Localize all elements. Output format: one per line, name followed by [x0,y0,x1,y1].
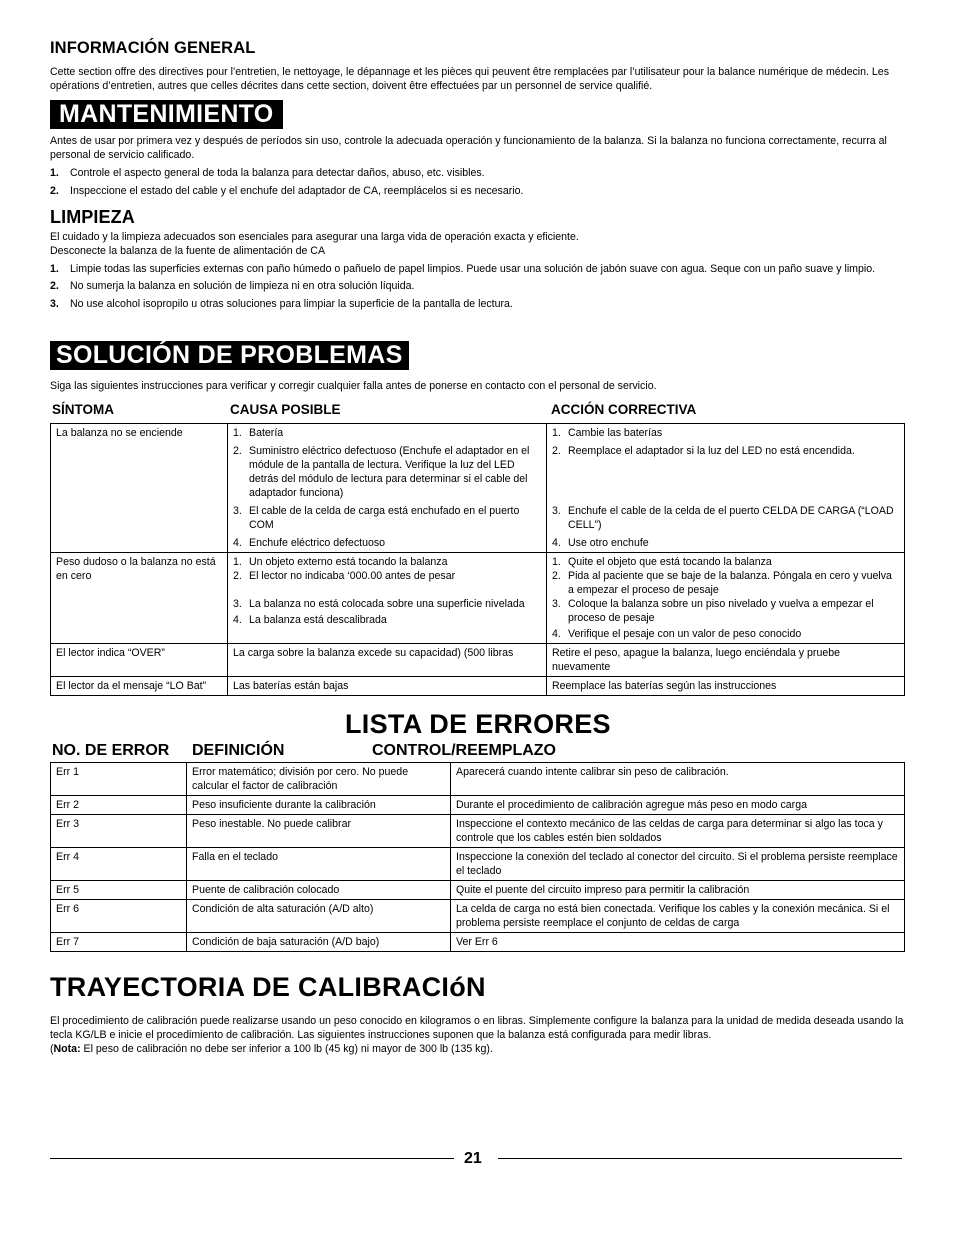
maintenance-step: 1. Controle el aspecto general de toda la balanza para detectar daños, abuso, etc. visibles. [50,167,485,179]
error-control: Ver Err 6 [451,933,905,952]
footer-rule-left [50,1158,454,1159]
calibration-heading: TRAYECTORIA DE CALIBRACIóN [50,972,486,1002]
maintenance-heading: MANTENIMIENTO [50,100,283,129]
cause-cell: Las baterías están bajas [228,677,547,696]
symptom-cell: La balanza no se enciende [51,424,228,553]
action-cell: 1. Cambie las baterías 2. Reemplace el adaptador si la luz del LED no está encendida. 3. Enchufe el cable de la celda de el puerto CELDA DE CARGA (“LOAD CELL”) 4. Use otro enchufe [547,424,905,553]
error-code: Err 7 [51,933,187,952]
symptom-cell: El lector indica “OVER” [51,644,228,677]
error-definition: Puente de calibración colocado [187,881,451,900]
error-control: Inspeccione el contexto mecánico de las celdas de carga para determinar si algo las toca y controle que los cables estén bien soldados [451,815,905,848]
error-control: Quite el puente del circuito impreso para permitir la calibración [451,881,905,900]
cause-cell: 1. Batería 2. Suministro eléctrico defectuoso (Enchufe el adaptador en el módule de la pantalla de lectura. Verifique la luz del LED detrás del módulo de lectura para determinar si el cable del adaptador funciona) 3. El cable de la celda de carga está enchufado en el puerto COM 4. Enchufe eléctrico defectuoso [228,424,547,553]
errors-column-headers [50,742,904,762]
cleaning-step: 2. No sumerja la balanza en solución de limpieza ni en otra solución líquida. [50,280,415,292]
troubleshooting-banner-wrap [50,341,904,370]
troubleshooting-table [50,423,905,696]
table-row [51,881,905,900]
col-control: CONTROL/REEMPLAZO [372,742,556,759]
troubleshooting-intro: Siga las siguientes instrucciones para verificar y corregir cualquier falla antes de ponerse en contacto con el personal de servicio. [50,380,657,392]
maintenance-steps [50,166,904,198]
general-heading: INFORMACIÓN GENERAL [50,39,256,57]
cleaning-intro-1: El cuidado y la limpieza adecuados son esenciales para asegurar una larga vida de operación exacta y eficiente. [50,231,579,243]
cleaning-steps [50,262,904,311]
cause-cell: 1. Un objeto externo está tocando la balanza 2. El lector no indicaba ‘000.00 antes de pesar 3. La balanza no está colocada sobre una superficie nivelada 4. La balanza está descalibrada [228,553,547,644]
maintenance-step: 2. Inspeccione el estado del cable y el enchufe del adaptador de CA, reemplácelos si es necesario. [50,185,524,197]
table-row [51,796,905,815]
error-code: Err 3 [51,815,187,848]
calibration-text: El procedimiento de calibración puede realizarse usando un peso conocido en kilogramos o en libras. Simplemente configure la balanza para la unidad de medida deseada usando la tecla KG/LB e inicie el procedimiento de calibración. Las siguientes instrucciones suponen que la balanza está configurada para medir libras. [50,1015,904,1041]
page-content [50,38,904,1056]
troubleshooting-heading: SOLUCIÓN DE PROBLEMAS [50,341,409,370]
cleaning-heading: LIMPIEZA [50,207,135,227]
col-action: ACCIÓN CORRECTIVA [551,402,697,417]
table-row [51,644,905,677]
table-row [51,848,905,881]
col-cause: CAUSA POSIBLE [230,402,341,417]
error-control: Durante el procedimiento de calibración agregue más peso en modo carga [451,796,905,815]
table-row [51,933,905,952]
table-row [51,815,905,848]
error-control: Inspeccione la conexión del teclado al conector del circuito. Si el problema persiste reemplace el teclado [451,848,905,881]
table-row [51,677,905,696]
error-code: Err 2 [51,796,187,815]
error-definition: Condición de baja saturación (A/D bajo) [187,933,451,952]
error-control: La celda de carga no está bien conectada. Verifique los cables y la conexión mecánica. Si el problema persiste reemplace el conjunto de celdas de carga [451,900,905,933]
symptom-cell: El lector da el mensaje “LO Bat” [51,677,228,696]
error-code: Err 6 [51,900,187,933]
errors-heading: LISTA DE ERRORES [345,709,611,739]
error-code: Err 4 [51,848,187,881]
table-row [51,900,905,933]
note-label: Nota: [53,1043,81,1055]
error-definition: Peso insuficiente durante la calibración [187,796,451,815]
error-control: Aparecerá cuando intente calibrar sin peso de calibración. [451,763,905,796]
error-definition: Falla en el teclado [187,848,451,881]
general-text: Cette section offre des directives pour l’entretien, le nettoyage, le dépannage et les pièces qui peuvent être remplacées par l’utilisateur pour la balance numérique de médecin. Les opérations d’entretien, autres que celles décrites dans cette section, doivent être effectuées par un personnel de service qualifié. [50,66,889,92]
maintenance-banner-wrap [50,100,904,129]
col-error-no: NO. DE ERROR [52,742,170,759]
symptom-cell: Peso dudoso o la balanza no está en cero [51,553,228,644]
cleaning-intro-2: Desconecte la balanza de la fuente de alimentación de CA [50,245,326,257]
error-definition: Error matemático; división por cero. No puede calcular el factor de calibración [187,763,451,796]
maintenance-intro: Antes de usar por primera vez y después de períodos sin uso, controle la adecuada operación y funcionamiento de la balanza. Si la balanza no funciona correctamente, recurra al personal de servicio calificado. [50,135,887,161]
page-number: 21 [464,1150,482,1167]
action-cell: Retire el peso, apague la balanza, luego enciéndala y pruebe nuevamente [547,644,905,677]
cleaning-step: 1. Limpie todas las superficies externas con paño húmedo o pañuelo de papel limpios. Puede usar una solución de jabón suave con agua. Seque con un paño suave y limpio. [50,263,876,275]
action-cell: 1. Quite el objeto que está tocando la balanza 2. Pida al paciente que se baje de la balanza. Póngala en cero y vuelva a empezar el proceso de pesaje 3. Coloque la balanza sobre un piso nivelado y vuelva a empezar el proceso de pesaje 4. Verifique el pesaje con un valor de peso conocido [547,553,905,644]
cleaning-step: 3. No use alcohol isopropilo u otras soluciones para limpiar la superficie de la pantalla de lectura. [50,298,513,310]
table-row [51,553,905,644]
table-row [51,763,905,796]
error-code: Err 1 [51,763,187,796]
error-definition: Condición de alta saturación (A/D alto) [187,900,451,933]
footer-rule-right [498,1158,902,1159]
troubleshooting-column-headers [50,402,904,420]
calibration-note: (Nota: El peso de calibración no debe ser inferior a 100 lb (45 kg) ni mayor de 300 lb (135 kg). [50,1043,493,1055]
error-definition: Peso inestable. No puede calibrar [187,815,451,848]
errors-table [50,762,905,952]
table-row [51,424,905,553]
col-definition: DEFINICIÓN [192,742,285,759]
cause-cell: La carga sobre la balanza excede su capacidad) (500 libras [228,644,547,677]
action-cell: Reemplace las baterías según las instrucciones [547,677,905,696]
error-code: Err 5 [51,881,187,900]
col-symptom: SÍNTOMA [52,402,115,417]
